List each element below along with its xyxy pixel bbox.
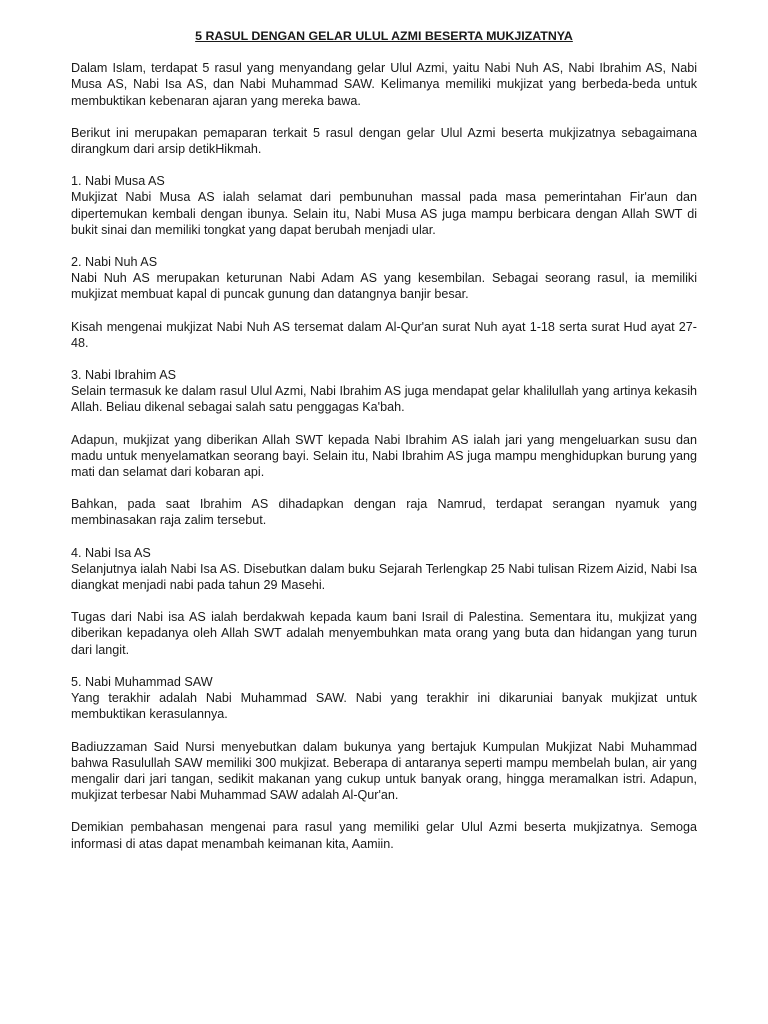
section-nabi-musa bbox=[71, 173, 697, 238]
section-paragraph: Adapun, mukjizat yang diberikan Allah SWT kepada Nabi Ibrahim AS ialah jari yang mengeluarkan susu dan madu untuk menyelamatkan seorang bayi. Selain itu, Nabi Ibrahim AS juga mampu menghidupkan burung yang mati dan selamat dari kobaran api. bbox=[71, 432, 697, 480]
section-heading: 1. Nabi Musa AS bbox=[71, 174, 165, 189]
section-paragraph: Nabi Nuh AS merupakan keturunan Nabi Adam AS yang kesembilan. Sebagai seorang rasul, ia memiliki mukjizat membuat kapal di puncak gunung dan datangnya banjir besar. bbox=[71, 271, 697, 302]
section-paragraph: Selanjutnya ialah Nabi Isa AS. Disebutkan dalam buku Sejarah Terlengkap 25 Nabi tulisan Rizem Aizid, Nabi Isa diangkat menjadi nabi pada tahun 29 Masehi. bbox=[71, 561, 697, 593]
section-paragraph: Tugas dari Nabi isa AS ialah berdakwah kepada kaum bani Israil di Palestina. Sementara itu, mukjizat yang diberikan kepadanya oleh Allah SWT adalah menyembuhkan mata orang yang buta dan hidangan yang turun dari langit. bbox=[71, 610, 697, 657]
section-paragraph: Selain termasuk ke dalam rasul Ulul Azmi, Nabi Ibrahim AS juga mendapat gelar khalilullah yang artinya kekasih Allah. Beliau dikenal sebagai salah satu penggagas Ka'bah. bbox=[71, 384, 697, 415]
section-nabi-isa bbox=[71, 545, 697, 658]
section-nabi-ibrahim bbox=[71, 367, 697, 529]
closing-paragraph: Demikian pembahasan mengenai para rasul yang memiliki gelar Ulul Azmi beserta mukjizatnya. Semoga informasi di atas dapat menambah keimanan kita, Aamiin. bbox=[71, 820, 697, 851]
section-paragraph: Bahkan, pada saat Ibrahim AS dihadapkan dengan raja Namrud, terdapat serangan nyamuk yang membinasakan raja zalim tersebut. bbox=[71, 497, 697, 528]
section-paragraph: Badiuzzaman Said Nursi menyebutkan dalam bukunya yang bertajuk Kumpulan Mukjizat Nabi Muhammad bahwa Rasulullah SAW memiliki 300 mukjizat. Beberapa di antaranya seperti mampu membelah bulan, air yang mengalir dari jari tangan, sedikit makanan yang cukup untuk banyak orang, hingga meramalkan istri. Adapun, mukjizat terbesar Nabi Muhammad SAW adalah Al-Qur'an. bbox=[71, 739, 697, 803]
section-paragraph: Kisah mengenai mukjizat Nabi Nuh AS tersemat dalam Al-Qur'an surat Nuh ayat 1-18 serta surat Hud ayat 27-48. bbox=[71, 319, 697, 350]
section-nabi-nuh bbox=[71, 254, 697, 351]
document-title: 5 RASUL DENGAN GELAR ULUL AZMI BESERTA MUKJIZATNYA bbox=[195, 29, 573, 43]
section-heading: 4. Nabi Isa AS bbox=[71, 545, 151, 560]
section-paragraph: Yang terakhir adalah Nabi Muhammad SAW. Nabi yang terakhir ini dikaruniai banyak mukjizat untuk membuktikan kerasulannya. bbox=[71, 691, 697, 722]
section-heading: 2. Nabi Nuh AS bbox=[71, 255, 158, 270]
intro-paragraph-1: Dalam Islam, terdapat 5 rasul yang menyandang gelar Ulul Azmi, yaitu Nabi Nuh AS, Nabi Ibrahim AS, Nabi Musa AS, Nabi Isa AS, dan Nabi Muhammad SAW. Kelimanya memiliki mukjizat yang berbeda-beda untuk membuktikan kebenaran ajaran yang mereka bawa. bbox=[71, 61, 697, 108]
section-nabi-muhammad bbox=[71, 674, 697, 803]
section-heading: 5. Nabi Muhammad SAW bbox=[71, 674, 213, 689]
section-heading: 3. Nabi Ibrahim AS bbox=[71, 368, 176, 383]
intro-paragraph-2: Berikut ini merupakan pemaparan terkait 5 rasul dengan gelar Ulul Azmi beserta mukjizatnya sebagaimana dirangkum dari arsip detikHikmah. bbox=[71, 125, 697, 157]
section-paragraph: Mukjizat Nabi Musa AS ialah selamat dari pembunuhan massal pada masa pemerintahan Fir'aun dan dipertemukan kembali dengan ibunya. Selain itu, Nabi Musa AS juga mampu berbicara dengan Allah SWT di bukit sinai dan memiliki tongkat yang dapat berubah menjadi ular. bbox=[71, 190, 697, 237]
document-page bbox=[71, 28, 697, 868]
